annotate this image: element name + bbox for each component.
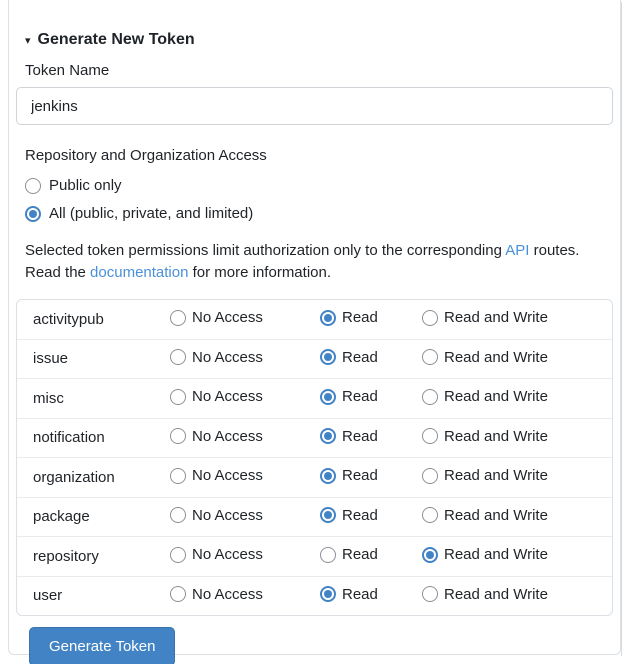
radio-icon[interactable] <box>170 389 186 405</box>
scope-table-body <box>17 300 612 615</box>
scope-option-label: Read <box>342 506 378 524</box>
scope-option-read[interactable] <box>320 428 378 445</box>
radio-icon[interactable] <box>320 428 336 444</box>
scope-option-label: Read <box>342 309 378 326</box>
scope-name: notification <box>17 418 162 458</box>
documentation-link[interactable]: documentation <box>90 264 189 281</box>
scope-option-label: No Access <box>192 467 263 484</box>
scope-option-label: Read <box>342 467 378 484</box>
radio-icon[interactable] <box>422 310 438 326</box>
token-name-input[interactable] <box>16 87 613 125</box>
scope-option-read-and-write[interactable] <box>422 546 548 563</box>
radio-icon[interactable] <box>170 586 186 602</box>
scope-option-read[interactable] <box>320 388 378 405</box>
scope-option-no-access[interactable] <box>170 586 263 603</box>
permissions-note: Selected token permissions limit authorization only to the corresponding API routes. Read the documentation for more information. <box>25 242 580 281</box>
radio-icon[interactable] <box>422 586 438 602</box>
scope-row <box>17 536 612 576</box>
radio-icon[interactable] <box>170 468 186 484</box>
token-name-label: Token Name <box>25 62 110 79</box>
scope-option-no-access[interactable] <box>170 546 263 563</box>
radio-icon[interactable] <box>422 349 438 365</box>
access-option-label: All (public, private, and limited) <box>49 205 254 222</box>
scope-option-read-and-write[interactable] <box>422 349 548 366</box>
radio-icon[interactable] <box>25 206 41 222</box>
scope-row <box>17 300 612 339</box>
scope-option-read[interactable] <box>320 507 378 524</box>
generate-new-token-toggle[interactable] <box>16 31 613 49</box>
radio-icon[interactable] <box>422 547 438 563</box>
scope-option-label: Read and Write <box>444 348 548 366</box>
panel-title: Generate New Token <box>37 31 195 48</box>
scope-option-read[interactable] <box>320 467 378 484</box>
scope-option-no-access[interactable] <box>170 349 263 366</box>
radio-icon[interactable] <box>170 310 186 326</box>
access-section-label: Repository and Organization Access <box>25 147 267 164</box>
scope-row <box>17 418 612 458</box>
scope-row <box>17 378 612 418</box>
scope-name: repository <box>17 536 162 576</box>
scope-option-label: No Access <box>192 388 263 405</box>
scope-name: user <box>17 576 162 616</box>
radio-icon[interactable] <box>25 178 41 194</box>
scope-option-no-access[interactable] <box>170 309 263 326</box>
scope-row <box>17 497 612 537</box>
scope-option-no-access[interactable] <box>170 467 263 484</box>
scope-option-label: Read <box>342 348 378 366</box>
collapse-caret-icon: ▾ <box>25 34 31 47</box>
scope-option-label: No Access <box>192 309 263 326</box>
scope-option-read-and-write[interactable] <box>422 586 548 603</box>
scope-name: misc <box>17 378 162 418</box>
radio-icon[interactable] <box>422 507 438 523</box>
radio-icon[interactable] <box>170 428 186 444</box>
outer-right-border <box>621 2 622 656</box>
radio-icon[interactable] <box>320 507 336 523</box>
scope-option-label: Read <box>342 546 378 563</box>
radio-icon[interactable] <box>320 586 336 602</box>
scope-option-no-access[interactable] <box>170 507 263 524</box>
scope-row <box>17 339 612 379</box>
access-option-public[interactable] <box>16 177 613 194</box>
scope-option-label: Read and Write <box>444 467 548 484</box>
scope-option-read[interactable] <box>320 546 378 563</box>
radio-icon[interactable] <box>320 349 336 365</box>
scope-option-label: No Access <box>192 427 263 445</box>
access-option-all[interactable] <box>16 205 613 222</box>
scope-option-label: Read <box>342 585 378 603</box>
api-link[interactable]: API <box>505 242 530 259</box>
scope-option-label: Read and Write <box>444 388 548 405</box>
radio-icon[interactable] <box>170 547 186 563</box>
scope-option-label: Read <box>342 388 378 405</box>
radio-icon[interactable] <box>422 428 438 444</box>
scope-option-label: Read and Write <box>444 309 548 326</box>
generate-token-button[interactable]: Generate Token <box>29 627 175 664</box>
access-option-label: Public only <box>49 177 122 194</box>
scope-option-read-and-write[interactable] <box>422 428 548 445</box>
scope-option-label: No Access <box>192 546 263 563</box>
scope-option-read[interactable] <box>320 309 378 326</box>
scope-option-label: No Access <box>192 348 263 366</box>
radio-icon[interactable] <box>320 310 336 326</box>
scope-name: package <box>17 497 162 537</box>
scope-name: activitypub <box>33 310 104 328</box>
scope-option-read-and-write[interactable] <box>422 467 548 484</box>
scope-option-read[interactable] <box>320 349 378 366</box>
scope-option-no-access[interactable] <box>170 388 263 405</box>
scope-option-read[interactable] <box>320 586 378 603</box>
generate-token-panel <box>8 0 621 655</box>
scope-option-label: Read and Write <box>444 427 548 445</box>
scope-option-no-access[interactable] <box>170 428 263 445</box>
radio-icon[interactable] <box>170 349 186 365</box>
scope-option-label: No Access <box>192 585 263 603</box>
scope-name: organization <box>17 457 162 497</box>
scope-option-label: Read and Write <box>444 546 548 563</box>
scope-option-label: Read and Write <box>444 506 548 524</box>
radio-icon[interactable] <box>170 507 186 523</box>
radio-icon[interactable] <box>422 468 438 484</box>
scope-row <box>17 457 612 497</box>
radio-icon[interactable] <box>320 547 336 563</box>
radio-icon[interactable] <box>320 389 336 405</box>
scope-name: issue <box>17 339 162 379</box>
radio-icon[interactable] <box>320 468 336 484</box>
scope-option-read-and-write[interactable] <box>422 507 548 524</box>
scope-option-read-and-write[interactable] <box>422 309 548 326</box>
scope-option-read-and-write[interactable] <box>422 388 548 405</box>
scope-row <box>17 576 612 616</box>
radio-icon[interactable] <box>422 389 438 405</box>
scope-permissions-table <box>16 299 613 616</box>
scope-option-label: Read <box>342 427 378 445</box>
scope-option-label: No Access <box>192 506 263 524</box>
scope-option-label: Read and Write <box>444 585 548 603</box>
